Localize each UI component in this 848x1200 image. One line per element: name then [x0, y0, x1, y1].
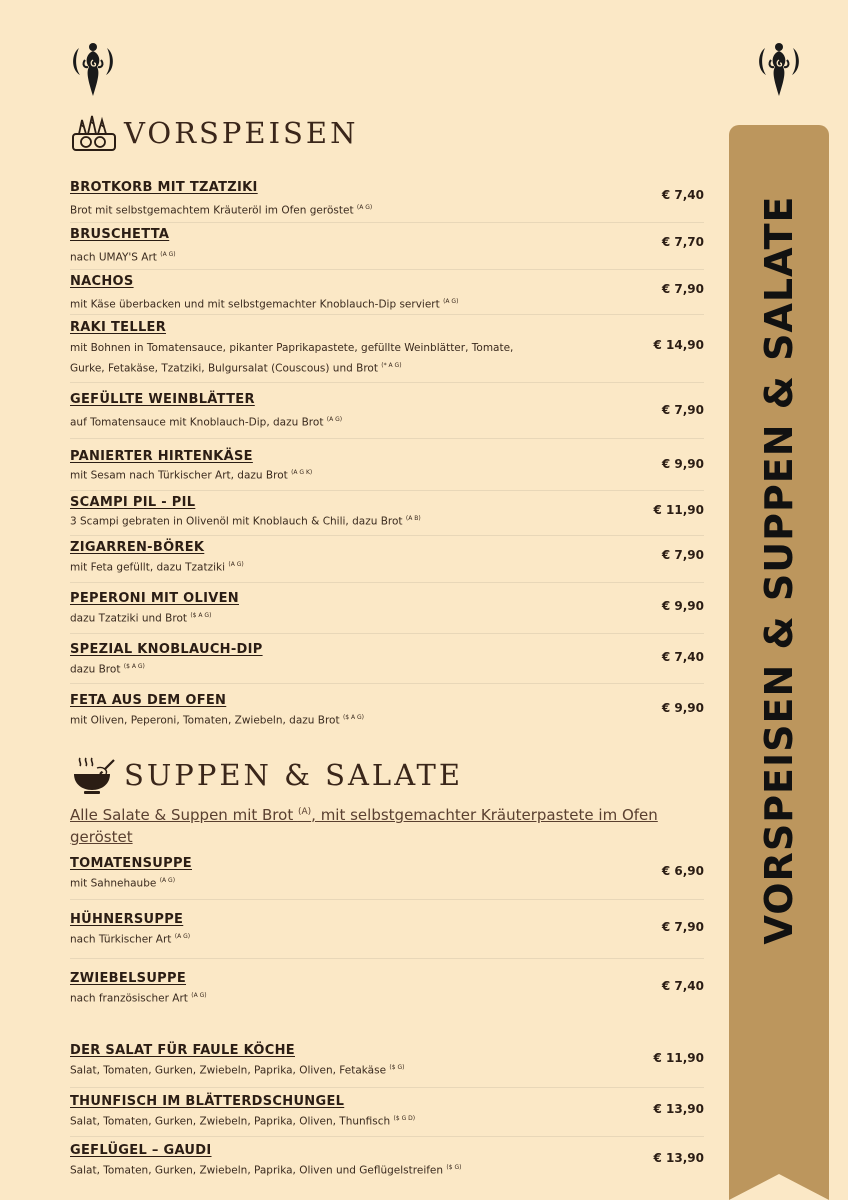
allergens: (A G K) — [291, 469, 313, 476]
item-desc: dazu Brot — [70, 663, 121, 676]
item-name: TOMATENSUPPE — [70, 856, 192, 871]
item-name: HÜHNERSUPPE — [70, 912, 184, 927]
item-price: € 7,90 — [661, 920, 704, 934]
item-desc: Salat, Tomaten, Gurken, Zwiebeln, Paprika, Oliven und Geflügelstreifen — [70, 1164, 444, 1177]
suppen-note — [70, 801, 710, 848]
item-name: ZIGARREN-BÖREK — [70, 540, 205, 555]
item-desc: dazu Tzatziki und Brot — [70, 612, 187, 625]
item-desc: nach französischer Art — [70, 992, 188, 1005]
divider — [70, 382, 704, 383]
item-desc: Brot mit selbstgemachtem Kräuteröl im Ofen geröstet — [70, 204, 354, 217]
item-price: € 9,90 — [661, 701, 704, 715]
allergens: (A G) — [326, 416, 343, 423]
divider — [70, 899, 704, 900]
allergens: ($ G D) — [393, 1115, 416, 1122]
item-price: € 7,40 — [661, 979, 704, 993]
item-price: € 13,90 — [653, 1151, 704, 1165]
item-desc: 3 Scampi gebraten in Olivenöl mit Knoblauch & Chili, dazu Brot — [70, 515, 403, 528]
allergens: (A G) — [443, 298, 459, 305]
item-price: € 7,40 — [661, 650, 704, 664]
note-allergen: (A) — [297, 807, 312, 817]
suppen-header — [70, 754, 463, 796]
menu-item-tomatensuppe — [70, 856, 704, 893]
divider — [70, 535, 704, 536]
menu-item-gefluegel-gaudi — [70, 1143, 704, 1180]
item-name: RAKI TELLER — [70, 320, 167, 335]
menu-item-feta-aus-dem-ofen — [70, 693, 704, 730]
item-price: € 9,90 — [661, 599, 704, 613]
item-desc: auf Tomatensauce mit Knoblauch-Dip, dazu Brot — [70, 416, 324, 429]
item-desc: mit Sesam nach Türkischer Art, dazu Brot — [70, 469, 288, 482]
allergens: (* A G) — [381, 362, 402, 369]
menu-item-brotkorb — [70, 180, 704, 220]
item-price: € 7,90 — [661, 403, 704, 417]
allergens: (A G) — [160, 251, 176, 258]
divider — [70, 683, 704, 684]
allergens: ($ A G) — [342, 714, 365, 721]
item-price: € 11,90 — [653, 1051, 704, 1065]
divider — [70, 438, 704, 439]
item-desc: mit Bohnen in Tomatensauce, pikanter Paprikapastete, gefüllte Weinblätter, Tomate, — [70, 342, 514, 354]
item-name: GEFLÜGEL – GAUDI — [70, 1143, 212, 1158]
note-text: Alle Salate & Suppen mit Brot — [70, 806, 298, 824]
item-price: € 7,90 — [661, 548, 704, 562]
item-price: € 6,90 — [661, 864, 704, 878]
goddess-moon-logo-icon — [756, 40, 802, 98]
item-name: GEFÜLLTE WEINBLÄTTER — [70, 392, 255, 407]
menu-item-scampi-pil-pil — [70, 495, 704, 531]
menu-item-thunfisch — [70, 1094, 704, 1131]
divider — [70, 222, 704, 223]
item-desc: mit Käse überbacken und mit selbstgemachter Knoblauch-Dip serviert — [70, 298, 440, 311]
item-desc: Salat, Tomaten, Gurken, Zwiebeln, Paprika, Oliven, Thunfisch — [70, 1115, 391, 1128]
divider — [70, 582, 704, 583]
item-price: € 13,90 — [653, 1102, 704, 1116]
item-price: € 9,90 — [661, 457, 704, 471]
vorspeisen-header — [70, 112, 358, 154]
menu-item-spezial-knoblauch-dip — [70, 642, 704, 679]
item-desc: mit Feta gefüllt, dazu Tzatziki — [70, 561, 226, 574]
item-desc: mit Sahnehaube — [70, 877, 157, 890]
menu-item-raki-teller — [70, 320, 704, 378]
goddess-moon-logo-icon — [70, 40, 116, 98]
ribbon-notch — [729, 1174, 829, 1200]
item-name: DER SALAT FÜR FAULE KÖCHE — [70, 1043, 295, 1058]
allergens: (A G) — [191, 992, 207, 999]
item-desc: mit Oliven, Peperoni, Tomaten, Zwiebeln, dazu Brot — [70, 714, 340, 727]
ribbon-title: VORSPEISEN & SUPPEN & SALATE — [757, 195, 801, 945]
allergens: (A G) — [174, 933, 191, 940]
item-desc: nach Türkischer Art — [70, 933, 172, 946]
divider — [70, 490, 704, 491]
menu-item-nachos — [70, 274, 704, 314]
item-desc-line2: Gurke, Fetakäse, Tzatziki, Bulgursalat (Couscous) und Brot — [70, 362, 378, 375]
menu-item-huehnersuppe — [70, 912, 704, 949]
item-price: € 14,90 — [653, 338, 704, 352]
item-name: PEPERONI MIT OLIVEN — [70, 591, 239, 606]
allergens: ($ G) — [389, 1064, 405, 1071]
divider — [70, 958, 704, 959]
suppen-title: SUPPEN & SALATE — [124, 758, 464, 792]
divider — [70, 1136, 704, 1137]
item-name: BROTKORB MIT TZATZIKI — [70, 180, 258, 195]
item-name: PANIERTER HIRTENKÄSE — [70, 449, 253, 464]
item-name: BRUSCHETTA — [70, 227, 170, 242]
menu-item-panierter-hirtenkaese — [70, 449, 704, 485]
menu-item-salat-faule-koeche — [70, 1043, 704, 1080]
item-name: SPEZIAL KNOBLAUCH-DIP — [70, 642, 263, 657]
menu-item-gefuellte-weinblaetter — [70, 392, 704, 432]
allergens: (A G) — [159, 877, 176, 884]
item-name: NACHOS — [70, 274, 134, 289]
divider — [70, 314, 704, 315]
allergens: (A B) — [405, 515, 421, 522]
item-price: € 7,40 — [661, 188, 704, 202]
item-name: FETA AUS DEM OFEN — [70, 693, 227, 708]
divider — [70, 269, 704, 270]
item-name: ZWIEBELSUPPE — [70, 971, 187, 986]
divider — [70, 633, 704, 634]
item-name: THUNFISCH IM BLÄTTERDSCHUNGEL — [70, 1094, 345, 1109]
menu-item-zigarren-boerek — [70, 540, 704, 577]
item-name: SCAMPI PIL - PIL — [70, 495, 196, 510]
item-price: € 7,70 — [661, 235, 704, 249]
menu-item-bruschetta — [70, 227, 704, 267]
soup-bowl-icon — [70, 754, 118, 796]
item-price: € 11,90 — [653, 503, 704, 517]
menu-item-zwiebelsuppe — [70, 971, 704, 1008]
menu-item-peperoni-mit-oliven — [70, 591, 704, 628]
allergens: (A G) — [356, 204, 373, 211]
allergens: ($ A G) — [123, 663, 145, 670]
bread-basket-icon — [70, 112, 118, 154]
item-price: € 7,90 — [661, 282, 704, 296]
divider — [70, 1087, 704, 1088]
allergens: (A G) — [228, 561, 244, 568]
item-desc: Salat, Tomaten, Gurken, Zwiebeln, Paprika, Oliven, Fetakäse — [70, 1064, 387, 1077]
item-desc: nach UMAY'S Art — [70, 251, 157, 264]
allergens: ($ G) — [446, 1164, 462, 1171]
note-text-2: , mit selbstgemachter Kräuterpastete im Ofen geröstet — [70, 806, 658, 846]
vorspeisen-title: VORSPEISEN — [124, 116, 359, 150]
allergens: ($ A G) — [190, 612, 212, 619]
